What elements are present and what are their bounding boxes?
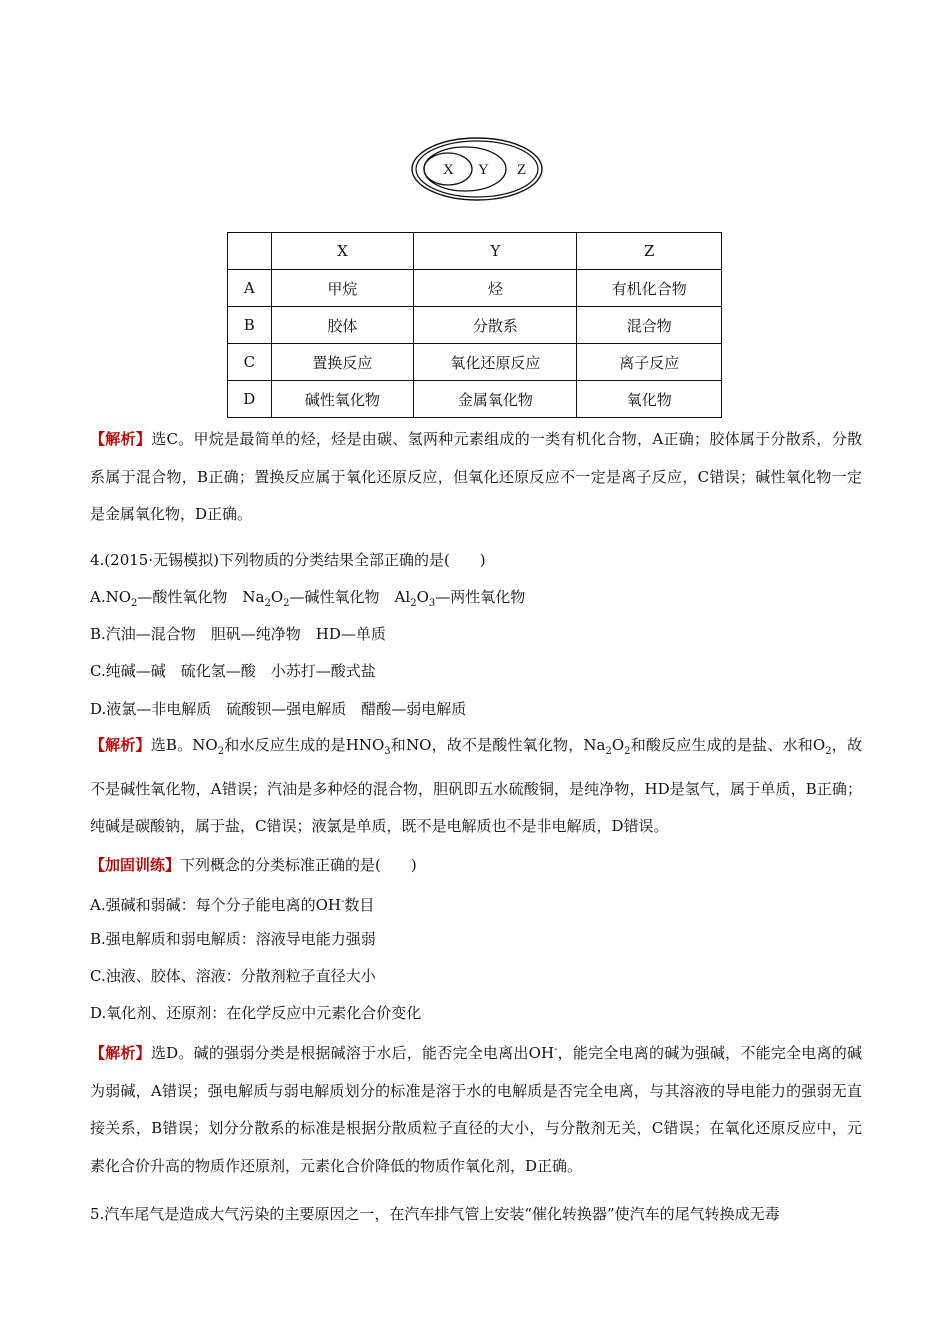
extra-option-d: D.氧化剂、还原剂：在化学反应中元素化合价变化: [90, 1004, 422, 1022]
table-header-cell: X: [271, 233, 414, 270]
venn-diagram: [410, 136, 546, 202]
table-cell: 氧化物: [577, 381, 722, 418]
analysis-paragraph-q3: [90, 421, 862, 534]
table-cell: 有机化合物: [577, 270, 722, 307]
table-header-cell: Y: [414, 233, 577, 270]
table-header-row: [228, 233, 722, 270]
extra-practice-stem: 【加固训练】下列概念的分类标准正确的是( ): [90, 856, 417, 874]
table-cell: 置换反应: [271, 344, 414, 381]
table-cell: 烃: [414, 270, 577, 307]
extra-option-b: B.强电解质和弱电解质：溶液导电能力强弱: [90, 930, 376, 948]
analysis-tag: 【解析】: [90, 736, 151, 754]
question-4-stem: 4.(2015·无锡模拟)下列物质的分类结果全部正确的是( ): [90, 551, 486, 569]
table-header-cell: [228, 233, 272, 270]
analysis-paragraph-extra: 【解析】选D。碱的强弱分类是根据碱溶于水后，能否完全电离出OH-，能完全电离的碱为强碱，不能完全电离的碱为弱碱，A错误；强电解质与弱电解质划分的标准是溶于水的电解质是否完全电离，与其溶液的导电能力的强弱无直接关系，B错误；划分分散系的标准是根据分散质粒子直径的大小，与分散剂无关，C错误；在氧化还原反应中，元素化合价升高的物质作还原剂，元素化合价降低的物质作氧化剂，D正确。: [90, 1044, 862, 1175]
table-cell: A: [228, 270, 272, 307]
table-cell: 离子反应: [577, 344, 722, 381]
classification-table: [227, 232, 722, 418]
analysis-tag: 【解析】: [90, 430, 152, 448]
table-cell: 氧化还原反应: [414, 344, 577, 381]
table-cell: 分散系: [414, 307, 577, 344]
table-cell: B: [228, 307, 272, 344]
table-row: [228, 270, 722, 307]
table-cell: 混合物: [577, 307, 722, 344]
analysis-tag: 【解析】: [90, 1044, 151, 1062]
table-cell: C: [228, 344, 272, 381]
question-4-option-d: D.液氯—非电解质 硫酸钡—强电解质 醋酸—弱电解质: [90, 700, 467, 718]
extra-option-a: A.强碱和弱碱：每个分子能电离的OH-数目: [90, 896, 375, 914]
table-cell: 金属氧化物: [414, 381, 577, 418]
question-4-option-a: $A.NO_2—$酸性氧化物 $Na_2O_2—$碱性氧化物 $Al_2O_3—$两性氧化物: [90, 588, 526, 609]
extra-practice-tag: 【加固训练】: [90, 856, 181, 874]
table-cell: D: [228, 381, 272, 418]
table-cell: 碱性氧化物: [271, 381, 414, 418]
venn-label-y: Y: [478, 162, 489, 178]
table-row: [228, 307, 722, 344]
question-4-option-b: B.汽油—混合物 胆矾—纯净物 HD—单质: [90, 625, 386, 643]
analysis-text: 选C。甲烷是最简单的烃，烃是由碳、氢两种元素组成的一类有机化合物，A正确；胶体属于分散系，分散系属于混合物，B正确；置换反应属于氧化还原反应，但氧化还原反应不一定是离子反应，C错误；碱性氧化物一定是金属氧化物，D正确。: [90, 430, 862, 523]
venn-label-x: X: [443, 162, 454, 178]
venn-label-z: Z: [517, 162, 527, 178]
table-row: [228, 344, 722, 381]
question-5-stem: 5.汽车尾气是造成大气污染的主要原因之一，在汽车排气管上安装“催化转换器”使汽车的尾气转换成无毒: [90, 1205, 780, 1223]
table-cell: 甲烷: [271, 270, 414, 307]
table-cell: 胶体: [271, 307, 414, 344]
table-header-cell: Z: [577, 233, 722, 270]
extra-option-c: C.浊液、胶体、溶液：分散剂粒子直径大小: [90, 967, 376, 985]
question-4-option-c: C.纯碱—碱 硫化氢—酸 小苏打—酸式盐: [90, 662, 376, 680]
table-row: [228, 381, 722, 418]
analysis-paragraph-q4: 【解析】选B。$NO_2$和水反应生成的是$HNO_3$和NO，故不是酸性氧化物，$Na_2O_2$和酸反应生成的是盐、水和$O_2$，故不是碱性氧化物，A错误；汽油是多种烃的混合物，胆矾即五水硫酸铜，是纯净物，HD是氢气，属于单质，B正确；纯碱是碳酸钠，属于盐，C错误；液氯是单质，既不是电解质也不是非电解质，D错误。: [90, 736, 862, 835]
